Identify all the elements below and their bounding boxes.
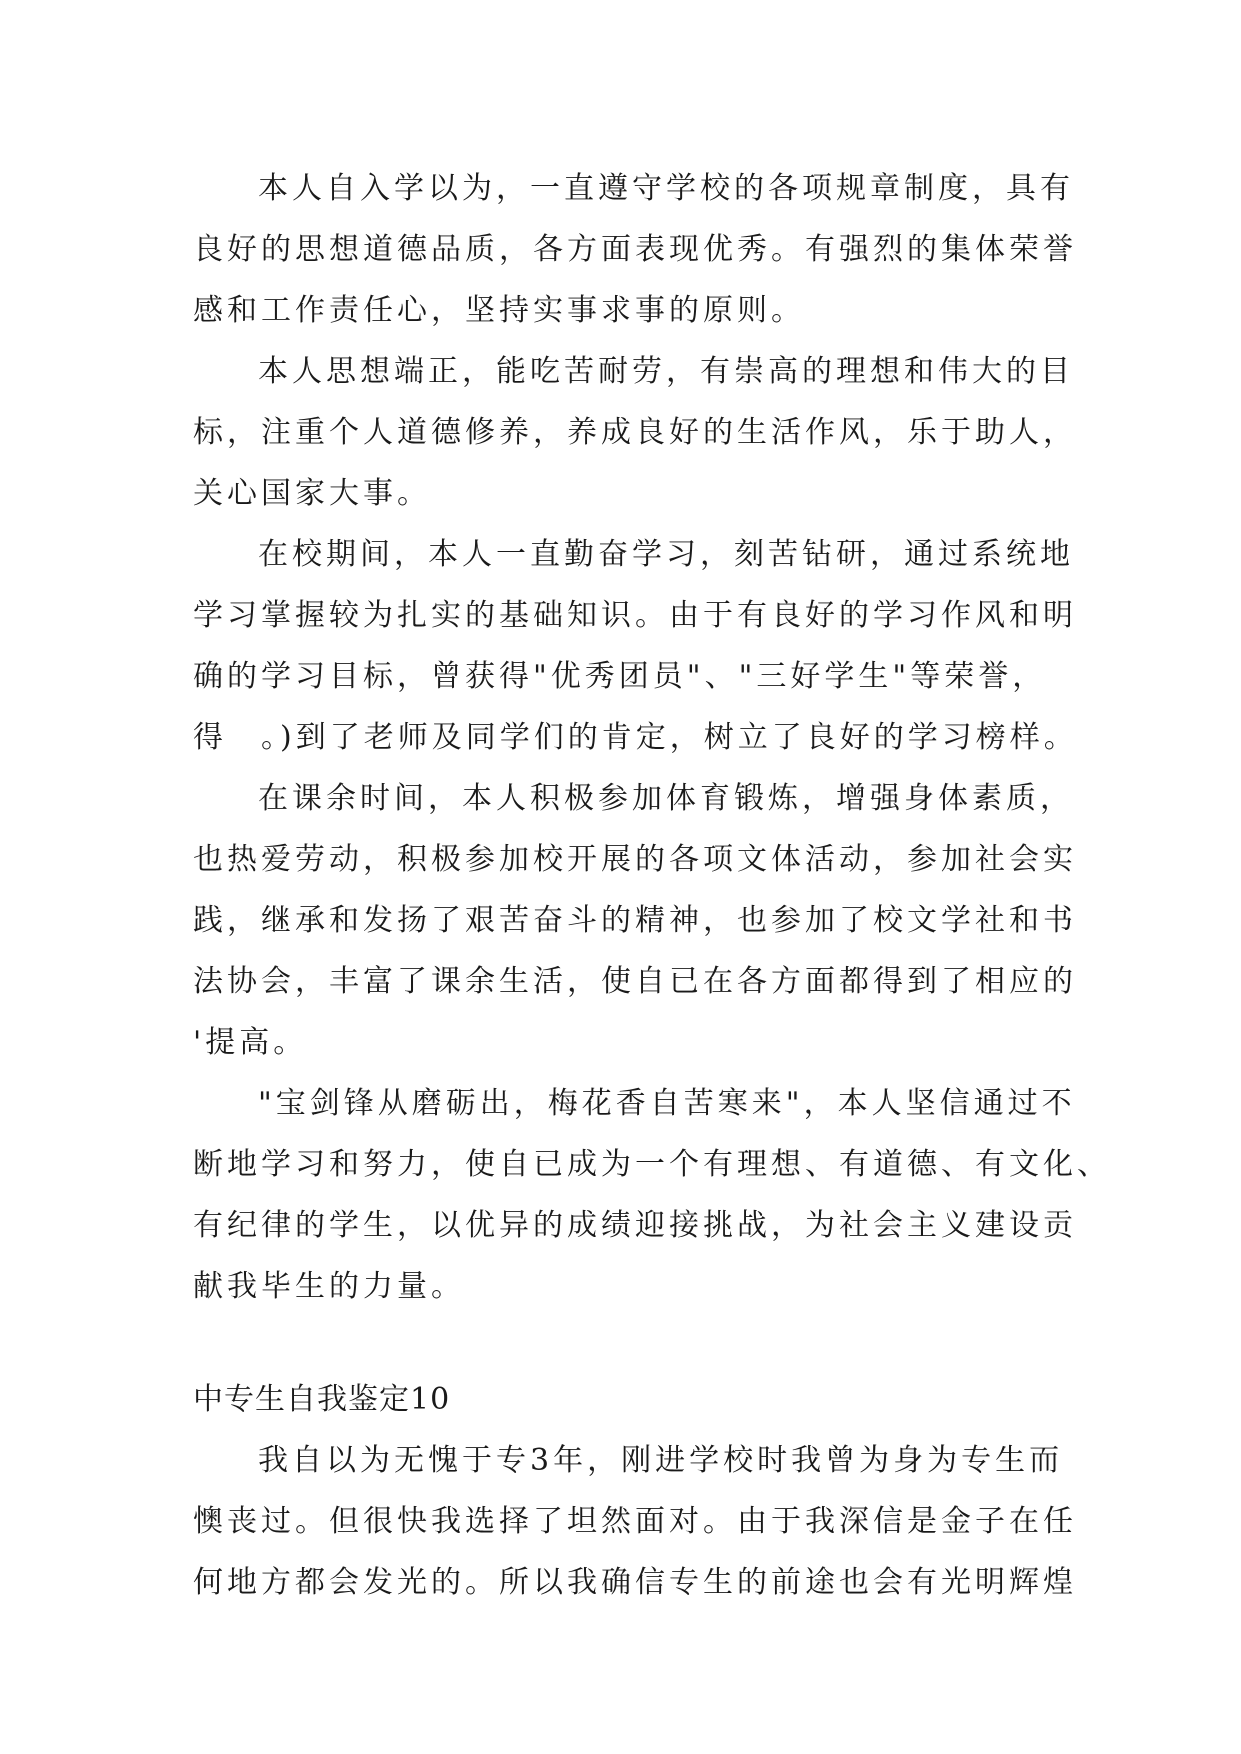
paragraph-line: 法协会，丰富了课余生活，使自已在各方面都得到了相应的 [193, 964, 1077, 999]
paragraph-line: 得 。)到了老师及同学们的肯定，树立了良好的学习榜样。 [193, 720, 1078, 755]
paragraph-line: "宝剑锋从磨砺出，梅花香自苦寒来"，本人坚信通过不 [258, 1086, 1076, 1121]
section-heading: 中专生自我鉴定10 [193, 1382, 451, 1417]
paragraph-line: 感和工作责任心，坚持实事求事的原则。 [193, 293, 805, 328]
paragraph-line: 良好的思想道德品质，各方面表现优秀。有强烈的集体荣誉 [193, 232, 1077, 267]
section-spacer [193, 1317, 1073, 1369]
paragraph-line: 在校期间，本人一直勤奋学习，刻苦钻研，通过系统地 [258, 537, 1074, 572]
paragraph-line: '提高。 [193, 1025, 308, 1060]
paragraph-line: 也热爱劳动，积极参加校开展的各项文体活动，参加社会实 [193, 842, 1077, 877]
paragraph-line: 践，继承和发扬了艰苦奋斗的精神，也参加了校文学社和书 [193, 903, 1077, 938]
paragraph-line: 我自以为无愧于专3年，刚进学校时我曾为身为专生而 [258, 1443, 1064, 1478]
paragraph-line: 本人自入学以为，一直遵守学校的各项规章制度，具有 [258, 171, 1074, 206]
paragraph-line: 断地学习和努力，使自已成为一个有理想、有道德、有文化、 [193, 1147, 1111, 1182]
paragraph-line: 关心国家大事。 [193, 476, 431, 511]
paragraph-line: 献我毕生的力量。 [193, 1269, 465, 1304]
paragraph-line: 确的学习目标，曾获得"优秀团员"、"三好学生"等荣誉， [193, 659, 1047, 694]
paragraph-line: 何地方都会发光的。所以我确信专生的前途也会有光明辉煌 [193, 1565, 1077, 1600]
paragraph-line: 有纪律的学生，以优异的成绩迎接挑战，为社会主义建设贡 [193, 1208, 1077, 1243]
paragraph-line: 在课余时间，本人积极参加体育锻炼，增强身体素质， [258, 781, 1074, 816]
paragraph-line: 本人思想端正，能吃苦耐劳，有崇高的理想和伟大的目 [258, 354, 1074, 389]
paragraph-line: 懊丧过。但很快我选择了坦然面对。由于我深信是金子在任 [193, 1504, 1077, 1539]
paragraph-line: 标，注重个人道德修养，养成良好的生活作风，乐于助人， [193, 415, 1077, 450]
paragraph-line: 学习掌握较为扎实的基础知识。由于有良好的学习作风和明 [193, 598, 1077, 633]
document-body [193, 158, 1111, 1613]
